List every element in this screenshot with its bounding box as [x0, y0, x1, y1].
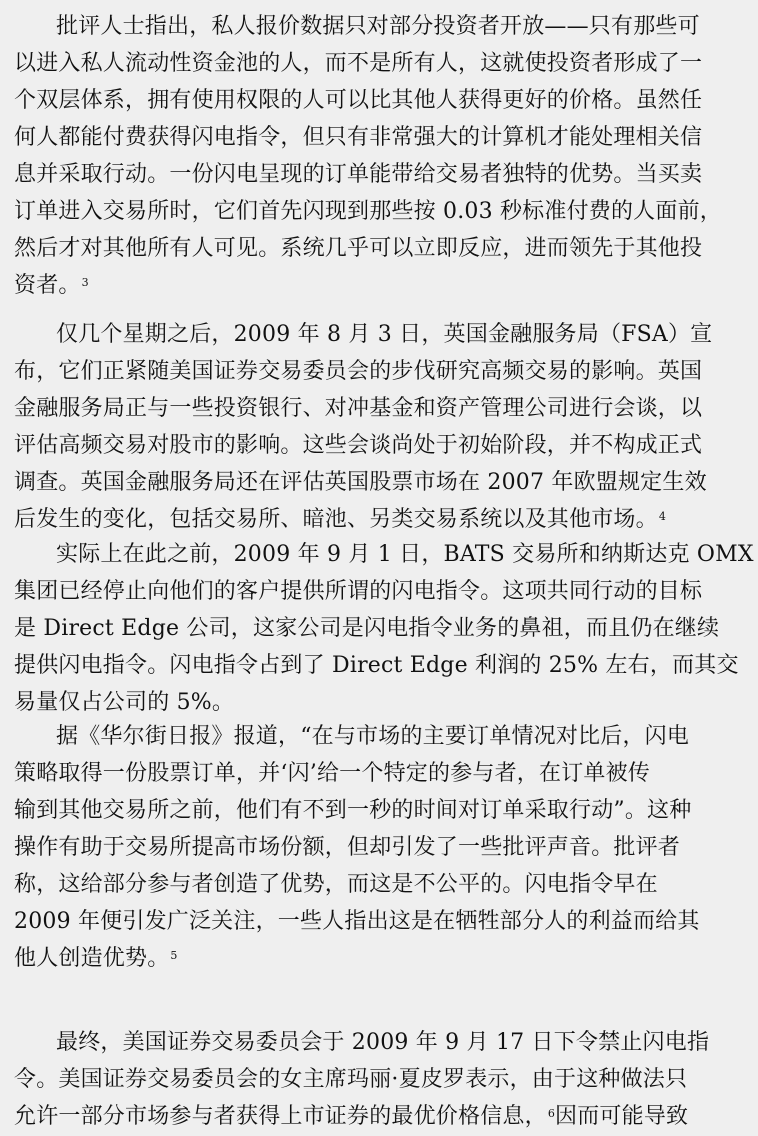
text-line: 调查。英国金融服务局还在评估英国股票市场在 2007 年欧盟规定生效	[14, 470, 707, 495]
text-line: 集团已经停止向他们的客户提供所谓的闪电指令。这项共同行动的目标	[14, 579, 703, 604]
text-line: 2009 年便引发广泛关注，一些人指出这是在牺牲部分人的利益而给其	[14, 909, 700, 934]
text-fragment: 他人创造优势。	[14, 946, 170, 971]
text-fragment: 后发生的变化，包括交易所、暗池、另类交易系统以及其他市场。	[14, 507, 658, 532]
text-line: 何人都能付费获得闪电指令，但只有非常强大的计算机才能处理相关信	[14, 125, 703, 150]
text-line-last	[14, 940, 754, 977]
text-line: 以进入私人流动性资金池的人，而不是所有人，这就使投资者形成了一	[14, 51, 703, 76]
text-line: 令。美国证券交易委员会的女主席玛丽·夏皮罗表示，由于这种做法只	[14, 1067, 688, 1092]
paragraph-4	[14, 718, 754, 977]
text-line: 提供闪电指令。闪电指令占到了 Direct Edge 利润的 25% 左右，而其交	[14, 653, 739, 678]
text-line: 最终，美国证券交易委员会于 2009 年 9 月 17 日下令禁止闪电指	[56, 1030, 710, 1055]
text-line: 批评人士指出，私人报价数据只对部分投资者开放——只有那些可	[56, 14, 700, 39]
text-line: 个双层体系，拥有使用权限的人可以比其他人获得更好的价格。虽然任	[14, 88, 703, 113]
paragraph-5	[14, 1024, 754, 1135]
text-line: 息并采取行动。一份闪电呈现的订单能带给交易者独特的优势。当买卖	[14, 162, 703, 187]
text-line: 仅几个星期之后，2009 年 8 月 3 日，英国金融服务局（FSA）宣	[56, 322, 713, 347]
footnote-marker: 3	[81, 276, 89, 289]
text-line: 操作有助于交易所提高市场份额，但却引发了一些批评声音。批评者	[14, 835, 681, 860]
text-line: 输到其他交易所之前，他们有不到一秒的时间对订单采取行动”。这种	[14, 798, 692, 823]
text-fragment: 资者。	[14, 273, 81, 298]
text-line-last	[14, 501, 754, 538]
text-line	[14, 1098, 754, 1135]
text-line: 称，这给部分参与者创造了优势，而这是不公平的。闪电指令早在	[14, 872, 658, 897]
footnote-marker: 5	[170, 949, 178, 962]
text-line: 订单进入交易所时，它们首先闪现到那些按 0.03 秒标准付费的人面前，	[14, 199, 722, 224]
text-line: 据《华尔街日报》报道，“在与市场的主要订单情况对比后，闪电	[56, 724, 690, 749]
text-fragment: 因而可能导致	[555, 1104, 689, 1129]
paragraph-2	[14, 316, 754, 538]
text-line-last	[14, 267, 754, 304]
text-line: 然后才对其他所有人可见。系统几乎可以立即反应，进而领先于其他投	[14, 236, 703, 261]
text-line: 实际上在此之前，2009 年 9 月 1 日，BATS 交易所和纳斯达克 OMX	[56, 542, 754, 567]
text-line: 评估高频交易对股市的影响。这些会谈尚处于初始阶段，并不构成正式	[14, 433, 703, 458]
text-line: 布，它们正紧随美国证券交易委员会的步伐研究高频交易的影响。英国	[14, 359, 703, 384]
paragraph-1	[14, 8, 754, 304]
text-line: 策略取得一份股票订单，并‘闪’给一个特定的参与者，在订单被传	[14, 761, 650, 786]
text-line: 是 Direct Edge 公司，这家公司是闪电指令业务的鼻祖，而且仍在继续	[14, 616, 720, 641]
footnote-marker: 6	[547, 1107, 556, 1120]
text-line-last: 易量仅占公司的 5%。	[14, 690, 235, 715]
text-line: 金融服务局正与一些投资银行、对冲基金和资产管理公司进行会谈，以	[14, 396, 703, 421]
footnote-marker: 4	[658, 510, 667, 523]
text-fragment: 允许一部分市场参与者获得上市证券的最优价格信息，	[14, 1104, 547, 1129]
paragraph-3	[14, 536, 754, 721]
